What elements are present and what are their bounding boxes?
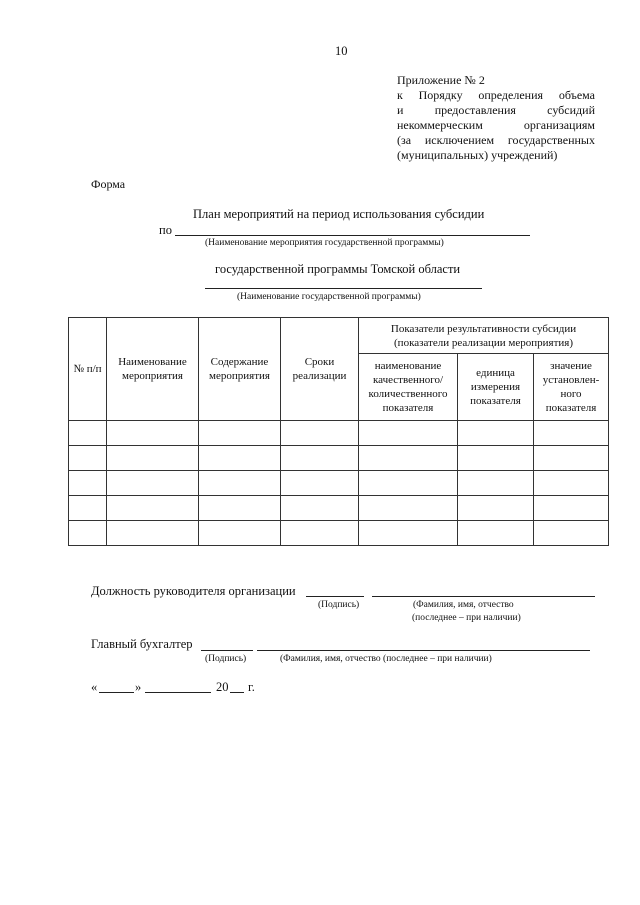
- program-name-line[interactable]: [205, 288, 482, 289]
- table-cell[interactable]: [199, 446, 281, 471]
- table-cell[interactable]: [107, 496, 199, 521]
- table-cell[interactable]: [107, 471, 199, 496]
- page-number: 10: [335, 44, 348, 58]
- appendix-line: некоммерческим организациям: [397, 118, 595, 132]
- table-cell[interactable]: [359, 471, 458, 496]
- appendix-line: к Порядку определения объема: [397, 88, 595, 102]
- subheader-unit: единица измерения показателя: [458, 354, 534, 421]
- header-terms: Сроки реализации: [281, 318, 359, 421]
- table-cell[interactable]: [534, 446, 609, 471]
- date-open-quote: «: [91, 680, 98, 694]
- head-position-label: Должность руководителя организации: [91, 584, 296, 598]
- measure-caption: (Наименование мероприятия государственной программы): [205, 238, 444, 248]
- table-cell[interactable]: [199, 496, 281, 521]
- date-year-line[interactable]: [230, 692, 244, 693]
- header-content: Содержание мероприятия: [199, 318, 281, 421]
- table-cell[interactable]: [458, 521, 534, 546]
- program-caption: (Наименование государственной программы): [237, 292, 421, 302]
- table-cell[interactable]: [534, 421, 609, 446]
- table-cell[interactable]: [107, 446, 199, 471]
- table-cell[interactable]: [281, 446, 359, 471]
- head-signature-caption: (Подпись): [318, 600, 360, 610]
- plan-title: План мероприятий на период использования субсидии: [193, 207, 485, 221]
- accountant-fio-line[interactable]: [257, 650, 590, 651]
- date-year-suffix: г.: [248, 680, 255, 694]
- subheader-indicator-name: наименование качественного/ количественного показателя: [359, 354, 458, 421]
- table-cell[interactable]: [534, 521, 609, 546]
- table-row: [69, 446, 609, 471]
- table-cell[interactable]: [69, 471, 107, 496]
- date-month-line[interactable]: [145, 692, 211, 693]
- table-row: [69, 521, 609, 546]
- table-cell[interactable]: [359, 446, 458, 471]
- table-cell[interactable]: [281, 496, 359, 521]
- table-cell[interactable]: [534, 496, 609, 521]
- date-day-line[interactable]: [99, 692, 134, 693]
- table-cell[interactable]: [69, 496, 107, 521]
- table-cell[interactable]: [69, 521, 107, 546]
- table-cell[interactable]: [107, 521, 199, 546]
- header-indicators-group: Показатели результативности субсидии (показатели реализации мероприятия): [359, 318, 609, 354]
- measure-name-line[interactable]: [175, 235, 530, 236]
- appendix-line: и предоставления субсидий: [397, 103, 595, 117]
- table-cell[interactable]: [69, 446, 107, 471]
- table-row: [69, 421, 609, 446]
- table-cell[interactable]: [281, 421, 359, 446]
- table-cell[interactable]: [199, 471, 281, 496]
- accountant-fio-caption: (Фамилия, имя, отчество (последнее – при наличии): [280, 654, 492, 664]
- date-close-quote: »: [135, 680, 142, 694]
- head-signature-line[interactable]: [306, 596, 364, 597]
- accountant-signature-caption: (Подпись): [205, 654, 247, 664]
- table-cell[interactable]: [281, 521, 359, 546]
- table-cell[interactable]: [458, 446, 534, 471]
- head-fio-caption-2: (последнее – при наличии): [412, 613, 521, 623]
- table-cell[interactable]: [199, 421, 281, 446]
- table-row: [69, 471, 609, 496]
- table-cell[interactable]: [199, 521, 281, 546]
- head-fio-line[interactable]: [372, 596, 595, 597]
- table-cell[interactable]: [458, 496, 534, 521]
- table-cell[interactable]: [359, 421, 458, 446]
- table-cell[interactable]: [281, 471, 359, 496]
- appendix-line: (за исключением государственных: [397, 133, 595, 147]
- date-year-prefix: 20: [216, 680, 229, 694]
- table-cell[interactable]: [458, 471, 534, 496]
- table-row: [69, 496, 609, 521]
- form-label: Форма: [91, 177, 126, 191]
- accountant-label: Главный бухгалтер: [91, 637, 193, 651]
- header-num: № п/п: [69, 318, 107, 421]
- table-cell[interactable]: [359, 496, 458, 521]
- subheader-value: значение установлен-ного показателя: [534, 354, 609, 421]
- table-cell[interactable]: [534, 471, 609, 496]
- appendix-line: Приложение № 2: [397, 73, 485, 87]
- table-cell[interactable]: [69, 421, 107, 446]
- accountant-signature-line[interactable]: [201, 650, 253, 651]
- header-name: Наименование мероприятия: [107, 318, 199, 421]
- head-fio-caption: (Фамилия, имя, отчество: [413, 600, 514, 610]
- table-body: [69, 421, 609, 546]
- table-cell[interactable]: [458, 421, 534, 446]
- table-cell[interactable]: [359, 521, 458, 546]
- appendix-line: (муниципальных) учреждений): [397, 148, 558, 162]
- table-cell[interactable]: [107, 421, 199, 446]
- plan-table: [68, 317, 609, 546]
- po-prefix: по: [159, 223, 172, 237]
- program-text: государственной программы Томской области: [215, 262, 461, 276]
